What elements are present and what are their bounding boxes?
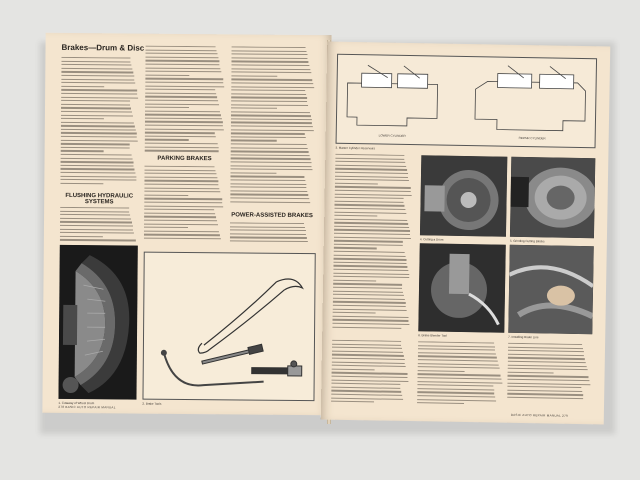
text-line xyxy=(230,187,306,189)
text-line xyxy=(333,287,402,290)
text-line xyxy=(232,50,307,52)
figure-1-caption: 1. Cutaway of Wheel Drum xyxy=(58,400,95,406)
text-line xyxy=(146,46,216,48)
text-line xyxy=(331,383,400,385)
text-line xyxy=(334,211,406,214)
text-line xyxy=(61,71,133,73)
text-line xyxy=(231,165,312,167)
text-line xyxy=(331,397,403,400)
text-line xyxy=(508,368,588,371)
text-line xyxy=(418,366,500,369)
body-text-column-2b xyxy=(144,166,225,245)
text-line xyxy=(334,229,410,232)
text-line xyxy=(61,82,135,84)
text-line xyxy=(145,121,223,123)
text-line xyxy=(231,147,308,149)
text-line xyxy=(508,361,586,364)
text-line xyxy=(507,397,583,400)
text-line xyxy=(144,166,214,168)
text-line xyxy=(61,100,130,102)
text-line xyxy=(144,198,222,200)
text-line xyxy=(61,143,130,145)
text-line xyxy=(231,151,309,153)
text-line xyxy=(231,75,277,77)
text-line xyxy=(230,194,308,196)
text-line xyxy=(334,251,405,254)
text-line xyxy=(331,390,401,393)
text-line xyxy=(332,319,408,322)
text-line xyxy=(334,244,403,247)
text-line xyxy=(332,347,402,350)
text-line xyxy=(508,364,587,367)
text-line xyxy=(333,305,406,308)
body-text-bottom-2 xyxy=(417,341,504,410)
text-line xyxy=(335,161,405,164)
text-line xyxy=(230,190,307,192)
text-line xyxy=(145,118,222,120)
text-line xyxy=(335,200,404,203)
text-line xyxy=(333,301,406,304)
text-line xyxy=(332,340,401,342)
text-line xyxy=(145,150,219,152)
cutting-drum-photo xyxy=(420,155,507,236)
text-line xyxy=(417,377,501,380)
text-line xyxy=(331,386,400,389)
text-line xyxy=(61,75,134,77)
text-line xyxy=(144,180,218,182)
text-line xyxy=(335,186,411,189)
text-line xyxy=(230,201,310,203)
text-line xyxy=(61,161,134,163)
text-line xyxy=(144,234,220,236)
text-line xyxy=(145,114,221,116)
text-line xyxy=(60,210,129,212)
text-line xyxy=(333,265,407,268)
text-line xyxy=(144,187,219,189)
text-line xyxy=(508,343,582,346)
text-line xyxy=(231,107,277,109)
text-line xyxy=(144,176,217,178)
text-line xyxy=(145,56,218,58)
text-line xyxy=(60,239,136,241)
text-line xyxy=(61,132,137,134)
body-text-bottom-3 xyxy=(507,343,592,404)
body-text-column-3b xyxy=(230,222,314,247)
text-line xyxy=(61,136,137,138)
text-line xyxy=(230,222,304,224)
text-line xyxy=(334,218,407,221)
text-line xyxy=(61,158,133,160)
text-line xyxy=(61,122,134,124)
text-line xyxy=(335,193,412,196)
text-line xyxy=(61,57,130,59)
left-page xyxy=(42,33,331,415)
text-line xyxy=(334,215,377,217)
text-line xyxy=(335,179,409,182)
text-line xyxy=(231,118,312,120)
text-line xyxy=(61,111,132,113)
text-line xyxy=(231,86,314,88)
text-line xyxy=(333,294,404,297)
text-line xyxy=(418,359,498,362)
text-line xyxy=(144,194,188,196)
section-heading-power: POWER-ASSISTED BRAKES xyxy=(231,212,313,220)
text-line xyxy=(332,326,401,328)
text-line xyxy=(230,176,304,178)
text-line xyxy=(145,128,224,130)
text-line xyxy=(334,258,407,261)
text-line xyxy=(507,382,590,385)
text-line xyxy=(507,393,583,396)
text-line xyxy=(145,100,218,102)
text-line xyxy=(417,388,494,391)
text-line xyxy=(231,115,311,117)
text-line xyxy=(231,68,310,70)
text-line xyxy=(334,236,411,239)
text-line xyxy=(332,372,408,375)
text-line xyxy=(333,276,409,279)
figure-5-caption: 5. Grinding Cutting Blocks xyxy=(509,238,545,244)
procedure-steps-text xyxy=(332,154,413,333)
procedure-steps xyxy=(332,154,413,333)
text-line xyxy=(231,143,307,145)
text-line xyxy=(231,104,308,106)
text-line xyxy=(333,269,408,272)
text-line xyxy=(144,237,221,239)
text-line xyxy=(144,184,218,186)
text-line xyxy=(335,168,407,171)
text-line xyxy=(61,114,133,116)
bleeder-tool-photo xyxy=(418,243,506,332)
figure-3-caption: 3. Master Cylinder Reservoirs xyxy=(335,145,376,151)
text-line xyxy=(145,67,220,69)
text-line xyxy=(334,204,404,207)
section-heading-parking: PARKING BRAKES xyxy=(157,155,212,163)
left-page-footer: 278 BASIC AUTO REPAIR MANUAL xyxy=(58,404,116,410)
text-line xyxy=(60,179,136,181)
text-line xyxy=(418,348,495,351)
text-line xyxy=(334,247,377,249)
text-line xyxy=(508,346,583,349)
text-line xyxy=(332,354,404,357)
text-line xyxy=(145,64,219,66)
text-line xyxy=(145,82,223,84)
text-line xyxy=(145,96,217,98)
body-text-column-1 xyxy=(60,57,139,188)
text-line xyxy=(333,283,402,285)
text-line xyxy=(331,394,402,397)
text-line xyxy=(145,92,216,94)
text-line xyxy=(145,103,219,105)
body-text-bottom-1 xyxy=(331,340,410,409)
text-line xyxy=(61,125,135,127)
text-line xyxy=(144,169,215,171)
text-line xyxy=(334,254,406,257)
text-line xyxy=(231,136,306,138)
text-line xyxy=(332,358,405,361)
text-line xyxy=(507,379,589,382)
text-line xyxy=(61,64,131,66)
right-page-footer: BASIC AUTO REPAIR MANUAL 279 xyxy=(510,412,569,418)
text-line xyxy=(335,172,408,175)
text-line xyxy=(333,315,409,318)
text-line xyxy=(61,140,138,142)
text-line xyxy=(231,90,305,92)
text-line xyxy=(230,240,308,242)
text-line xyxy=(60,221,132,223)
text-line xyxy=(335,164,406,167)
text-line xyxy=(331,401,374,403)
text-line xyxy=(232,46,306,48)
text-line xyxy=(332,365,406,368)
text-line xyxy=(332,323,409,326)
text-line xyxy=(231,129,314,131)
text-line xyxy=(145,125,223,127)
text-line xyxy=(508,375,589,378)
text-line xyxy=(145,143,218,145)
text-line xyxy=(145,85,224,87)
right-page xyxy=(321,42,611,425)
text-line xyxy=(144,220,217,222)
text-line xyxy=(332,343,401,346)
page-heading: Brakes—Drum & Disc xyxy=(61,42,145,53)
body-text-column-3 xyxy=(230,46,315,207)
wheel-drum-photo xyxy=(58,245,137,400)
text-line xyxy=(333,290,403,293)
text-line xyxy=(144,191,220,193)
text-line xyxy=(230,172,276,174)
text-line xyxy=(230,183,306,185)
text-line xyxy=(145,107,189,109)
text-line xyxy=(507,389,582,392)
text-line xyxy=(145,78,223,80)
text-line xyxy=(508,372,554,374)
text-line xyxy=(60,228,133,230)
text-line xyxy=(418,374,501,377)
text-line xyxy=(61,89,137,91)
text-line xyxy=(61,68,132,70)
text-line xyxy=(331,376,407,379)
figure-4-caption: 4. Cutting a Drum xyxy=(419,237,444,242)
text-line xyxy=(231,61,308,63)
text-line xyxy=(231,79,312,81)
text-line xyxy=(145,135,216,137)
text-line xyxy=(146,49,217,51)
text-line xyxy=(61,107,131,109)
text-line xyxy=(335,190,411,193)
text-line xyxy=(230,226,305,228)
text-line xyxy=(231,133,305,135)
text-line xyxy=(144,230,219,232)
grinding-blocks-photo xyxy=(510,157,595,238)
text-line xyxy=(230,230,306,232)
text-line xyxy=(230,237,307,239)
text-line xyxy=(418,341,494,344)
text-line xyxy=(331,379,408,382)
text-line xyxy=(334,208,405,211)
text-line xyxy=(61,60,130,62)
text-line xyxy=(508,357,585,360)
text-line xyxy=(335,154,404,156)
text-line xyxy=(231,125,313,127)
section-heading-flushing: FLUSHING HYDRAULIC SYSTEMS xyxy=(65,192,134,206)
text-line xyxy=(145,146,219,148)
figure-7-caption: 7. Installing Brake Line xyxy=(508,334,539,340)
text-line xyxy=(230,169,312,171)
text-line xyxy=(144,209,214,211)
text-line xyxy=(60,218,131,220)
text-line xyxy=(231,158,311,160)
text-line xyxy=(418,356,497,359)
text-line xyxy=(508,350,584,353)
text-line xyxy=(60,168,134,170)
text-line xyxy=(145,139,189,141)
text-line xyxy=(231,140,277,142)
text-line xyxy=(231,111,310,113)
text-line xyxy=(145,89,215,91)
text-line xyxy=(61,78,134,80)
text-line xyxy=(144,212,215,214)
text-line xyxy=(231,100,307,102)
text-line xyxy=(231,54,307,56)
text-line xyxy=(231,57,307,59)
text-line xyxy=(333,297,405,300)
text-line xyxy=(231,154,310,156)
text-line xyxy=(334,222,408,225)
text-line xyxy=(60,183,103,185)
text-line xyxy=(418,370,465,372)
text-line xyxy=(144,202,222,204)
master-cylinder-diagram xyxy=(336,54,598,149)
text-line xyxy=(144,216,216,218)
text-line xyxy=(335,182,378,184)
text-line xyxy=(417,395,495,398)
text-line xyxy=(231,82,313,84)
text-line xyxy=(418,363,499,366)
text-line xyxy=(508,354,584,357)
text-line xyxy=(61,154,132,156)
text-line xyxy=(144,223,218,225)
text-line xyxy=(60,172,135,174)
text-line xyxy=(333,308,407,311)
text-line xyxy=(231,161,312,163)
text-line xyxy=(417,391,494,394)
diagram-label-left: LOWER CYLINDER xyxy=(378,133,406,138)
text-line xyxy=(335,197,404,199)
text-line xyxy=(417,399,496,402)
text-line xyxy=(230,197,309,199)
text-line xyxy=(230,233,306,235)
text-line xyxy=(332,350,403,353)
text-line xyxy=(334,240,403,242)
figure-6-caption: 6. Brake Bleeder Tool xyxy=(418,333,447,338)
text-line xyxy=(60,207,129,209)
text-line xyxy=(334,226,409,229)
text-line xyxy=(231,64,309,66)
text-line xyxy=(145,71,221,73)
text-line xyxy=(60,225,133,227)
text-line xyxy=(332,368,375,370)
text-line xyxy=(144,227,188,229)
text-line xyxy=(231,97,307,99)
text-line xyxy=(145,53,217,55)
text-line xyxy=(60,232,134,234)
text-line xyxy=(61,96,138,98)
text-line xyxy=(333,312,376,314)
text-line xyxy=(507,386,581,389)
text-line xyxy=(60,236,103,238)
body-text-column-2 xyxy=(145,46,226,157)
text-line xyxy=(418,352,496,355)
text-line xyxy=(60,175,136,177)
text-line xyxy=(61,93,137,95)
text-line xyxy=(230,179,305,181)
text-line xyxy=(145,132,215,134)
text-line xyxy=(333,262,406,265)
text-line xyxy=(334,233,410,236)
text-line xyxy=(61,165,134,167)
text-line xyxy=(231,93,306,95)
brake-tools-illustration xyxy=(142,252,315,401)
body-text-column-1b xyxy=(60,207,138,244)
text-line xyxy=(417,402,464,404)
text-line xyxy=(61,150,104,152)
text-line xyxy=(335,175,408,178)
text-line xyxy=(417,384,493,387)
diagram-label-right: REPAIR CYLINDER xyxy=(518,135,546,141)
text-line xyxy=(418,345,495,348)
text-line xyxy=(145,60,219,62)
text-line xyxy=(231,72,311,74)
text-line xyxy=(332,361,405,364)
text-line xyxy=(333,279,376,281)
text-line xyxy=(231,122,312,124)
brake-line-photo xyxy=(508,245,594,334)
text-line xyxy=(61,129,136,131)
text-line xyxy=(61,147,130,149)
text-line xyxy=(417,381,502,384)
text-line xyxy=(144,205,223,207)
figure-2-caption: 2. Brake Tools xyxy=(142,401,162,406)
text-line xyxy=(61,118,104,120)
text-line xyxy=(144,173,216,175)
text-line xyxy=(60,214,130,216)
text-line xyxy=(333,272,409,275)
text-line xyxy=(145,74,189,76)
text-line xyxy=(335,157,404,160)
text-line xyxy=(145,110,220,112)
text-line xyxy=(61,104,130,106)
text-line xyxy=(61,86,104,88)
